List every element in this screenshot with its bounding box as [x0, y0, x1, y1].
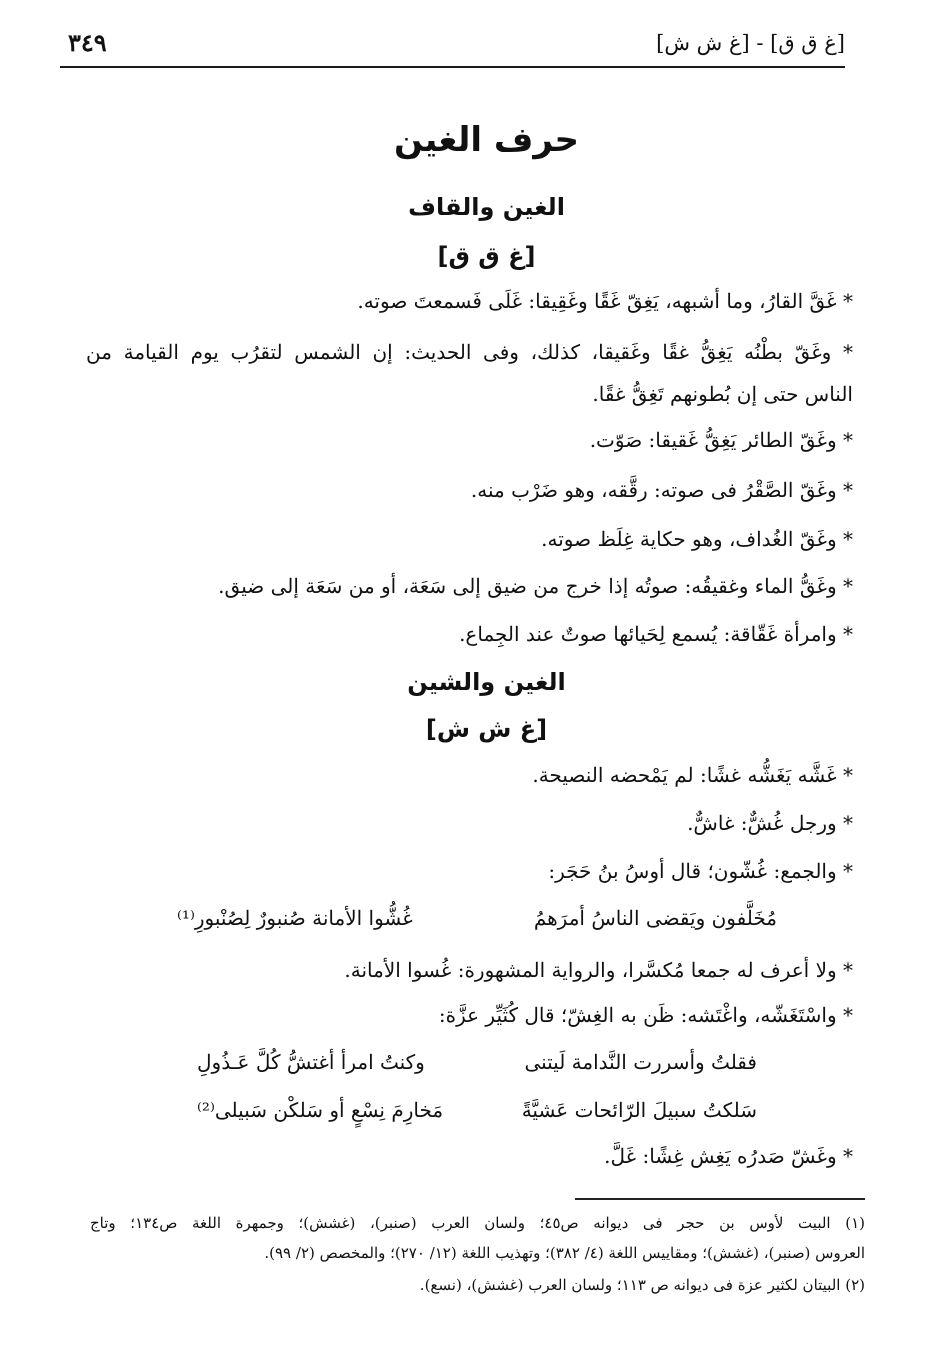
footnote-line: (١) البيت لأوس بن حجر فى ديوانه ص٤٥؛ ولسان العرب (صنبر)، (غشش)؛ وجمهرة اللغة ص١٣٤؛ وتاج [90, 1214, 865, 1232]
entry-line: * وغَقُّ الماء وغقيقُه: صوتُه إذا خرج من ضيق إلى سَعَة، أو من سَعَة إلى ضيق. [218, 574, 853, 598]
entry-line: * ولا أعرف له جمعا مُكسَّرا، والرواية المشهورة: غُسوا الأمانة. [344, 958, 853, 982]
verse-hemistich: غُشُّوا الأمانة صُنبورٌ لِصُنْبورِ⁽¹⁾ [177, 906, 413, 930]
page-number: ٣٤٩ [68, 28, 107, 57]
verse-line [177, 903, 777, 935]
verse-hemistich: مَخارِمَ نِسْعٍ أو سَلكْن سَبيلى⁽²⁾ [197, 1098, 444, 1122]
entry-line: * وامرأة غَقّاقة: يُسمع لِحَيائها صوتٌ عند الجِماع. [459, 622, 853, 646]
entry-line: * واسْتَغَشّه، واغْتَشه: ظَن به الغِشّ؛ قال كُثَيِّر عزَّة: [438, 1003, 853, 1027]
entry-line: * غَشَّه يَغَشُّه غشًا: لم يَمْحضه النصيحة. [532, 763, 853, 787]
chapter-title: حرف الغين [393, 120, 580, 160]
entry-line: الناس حتى إن بُطونهم تَغِقُّ غقًا. [592, 382, 853, 406]
section-title: الغين والقاف [408, 193, 565, 221]
running-header [60, 26, 845, 68]
entry-line: * وغَقّ الغُداف، وهو حكاية غِلَظ صوته. [541, 527, 853, 551]
entry-line: * وغَقّ بطْنُه يَغِقُّ غقًا وغَقيقا، كذلك، وفى الحديث: إن الشمس لتقرُب يوم القيامة من [86, 340, 853, 364]
running-title: [غ ق ق] - [غ ش ش] [656, 31, 845, 55]
root-heading: [غ ق ق] [437, 242, 536, 270]
verse-line [197, 1095, 757, 1127]
verse-hemistich: مُخَلَّفون ويَقضى الناسُ أمرَهمُ [533, 906, 777, 930]
footnote-line: العروس (صنبر)، (غشش)؛ ومقاييس اللغة (٤/ ٣٨٢)؛ وتهذيب اللغة (١٢/ ٢٧٠)؛ والمخصص (٢/ ٩٩). [264, 1244, 865, 1262]
verse-hemistich: فقلتُ وأسررت النَّدامة لَيتنى [524, 1050, 757, 1074]
verse-line [197, 1047, 757, 1079]
entry-line: * والجمع: غُشّون؛ قال أوسُ بنُ حَجَر: [548, 859, 853, 883]
footnote-line: (٢) البيتان لكثير عزة فى ديوانه ص ١١٣؛ ولسان العرب (غشش)، (نسع). [419, 1276, 865, 1294]
root-heading: [غ ش ش] [425, 715, 548, 743]
verse-hemistich: وكنتُ امرأ أغتشُّ كُلَّ عَـذُولِ [197, 1050, 425, 1074]
entry-line: * وغَقّ الصَّقْرُ فى صوته: رقَّقه، وهو ضَرْب منه. [470, 478, 853, 502]
verse-hemistich: سَلكتُ سبيلَ الرّائحات عَشيَّةً [521, 1098, 757, 1122]
entry-line: * غَقَّ القارُ، وما أشبهه، يَغِقّ غَقًا وغَقِيقا: غَلَى فَسمعتَ صوته. [357, 289, 853, 313]
entry-line: * وغَقّ الطائر يَغِقُّ غَقيقا: صَوّت. [589, 428, 853, 452]
entry-line: * ورجل غُشٌّ: غاشٌّ. [687, 811, 853, 835]
section-title: الغين والشين [407, 668, 566, 696]
footnote-divider [575, 1198, 865, 1200]
entry-line: * وغَشّ صَدرُه يَغِش غِشًا: غَلَّ. [604, 1144, 853, 1168]
